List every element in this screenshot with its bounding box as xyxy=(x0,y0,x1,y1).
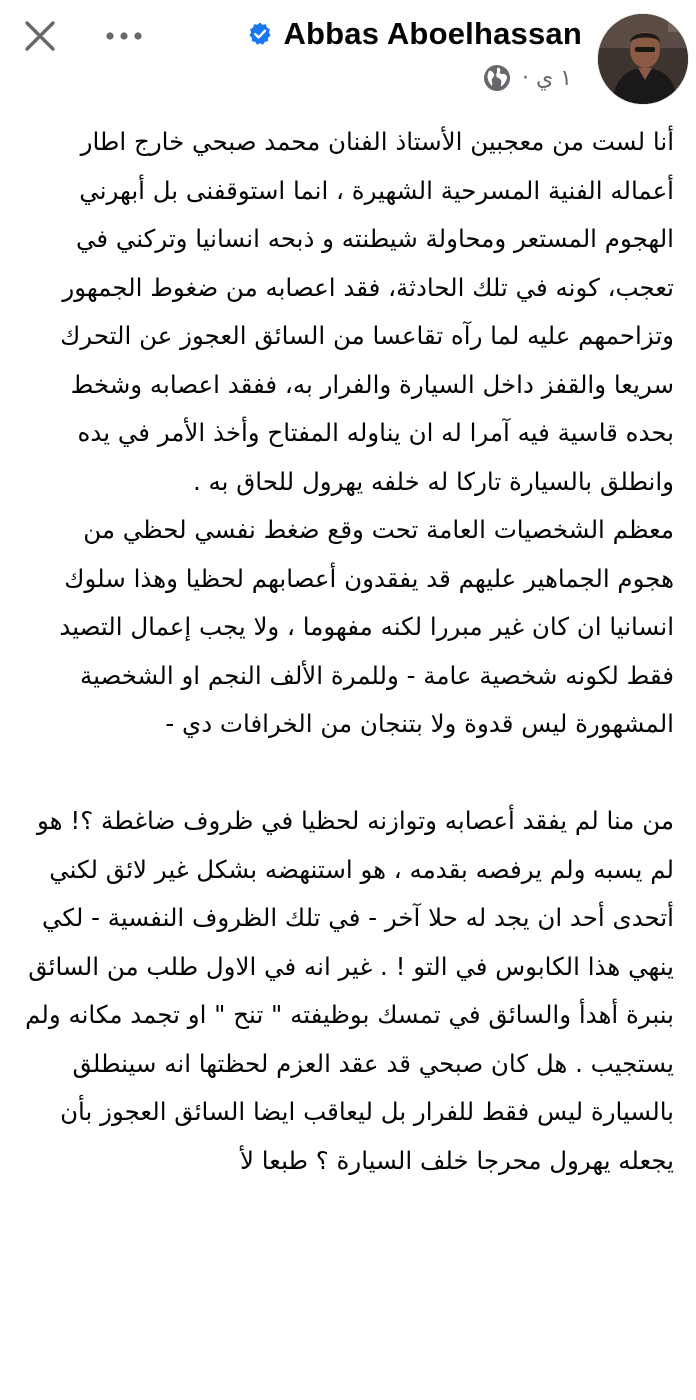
post-timestamp[interactable]: ١ ي · xyxy=(521,65,572,91)
post-header xyxy=(0,0,696,110)
profile-avatar[interactable] xyxy=(598,14,688,104)
author-name[interactable]: Abbas Aboelhassan xyxy=(283,16,582,51)
close-icon xyxy=(23,19,57,53)
post-meta xyxy=(482,60,572,96)
globe-icon[interactable] xyxy=(482,63,512,93)
close-button[interactable] xyxy=(18,14,62,58)
paragraph-spacer xyxy=(22,749,674,798)
post-paragraph-1: أنا لست من معجبين الأستاذ الفنان محمد صبحي خارج اطار أعماله الفنية المسرحية الشهيرة ، انما استوقفنى بل أبهرني الهجوم المستعر ومحاولة شيطنته و ذبحه انسانيا وتركني في تعجب، كونه في تلك الحادثة، فقد اعصابه من ضغوط الجمهور وتزاحمهم عليه لما رآه تقاعسا من السائق العجوز عن التحرك سريعا والقفز داخل السيارة والفرار به، ففقد اعصابه وشخط بحده قاسية فيه آمرا له ان يناوله المفتاح وأخذ الأمر في يده وانطلق بالسيارة تاركا له خلفه يهرول للحاق به . xyxy=(60,127,674,496)
verified-badge-icon xyxy=(247,21,273,47)
author-line xyxy=(247,12,582,56)
more-options-button[interactable] xyxy=(100,14,148,58)
post-body xyxy=(22,118,674,1185)
post-paragraph-2: معظم الشخصيات العامة تحت وقع ضغط نفسي لحظي من هجوم الجماهير عليهم قد يفقدون أعصابهم لحظيا وهذا سلوك انسانيا ان كان غير مبررا لكنه مفهوما ، ولا يجب إعمال التصيد فقط لكونه شخصية عامة - وللمرة الألف النجم او الشخصية المشهورة ليس قدوة ولا بتنجان من الخرافات دي - xyxy=(59,515,674,738)
post-paragraph-3: من منا لم يفقد أعصابه وتوازنه لحظيا في ظروف ضاغطة ؟! هو لم يسبه ولم يرفصه بقدمه ، هو استنهضه بشكل غير لائق لكني أتحدى أحد ان يجد له حلا آخر - في تلك الظروف النفسية - لكي ينهي هذا الكابوس في التو ! . غير انه في الاول طلب من السائق بنبرة أهدأ والسائق في تمسك بوظيفته " تنح " او تجمد مكانه ولم يستجيب . هل كان صبحي قد عقد العزم لحظتها انه سينطلق بالسيارة ليس فقط للفرار بل ليعاقب ايضا السائق العجوز بأن يجعله يهرول محرجا خلف السيارة ؟ طبعا لأ xyxy=(25,806,674,1175)
more-icon xyxy=(104,30,144,42)
